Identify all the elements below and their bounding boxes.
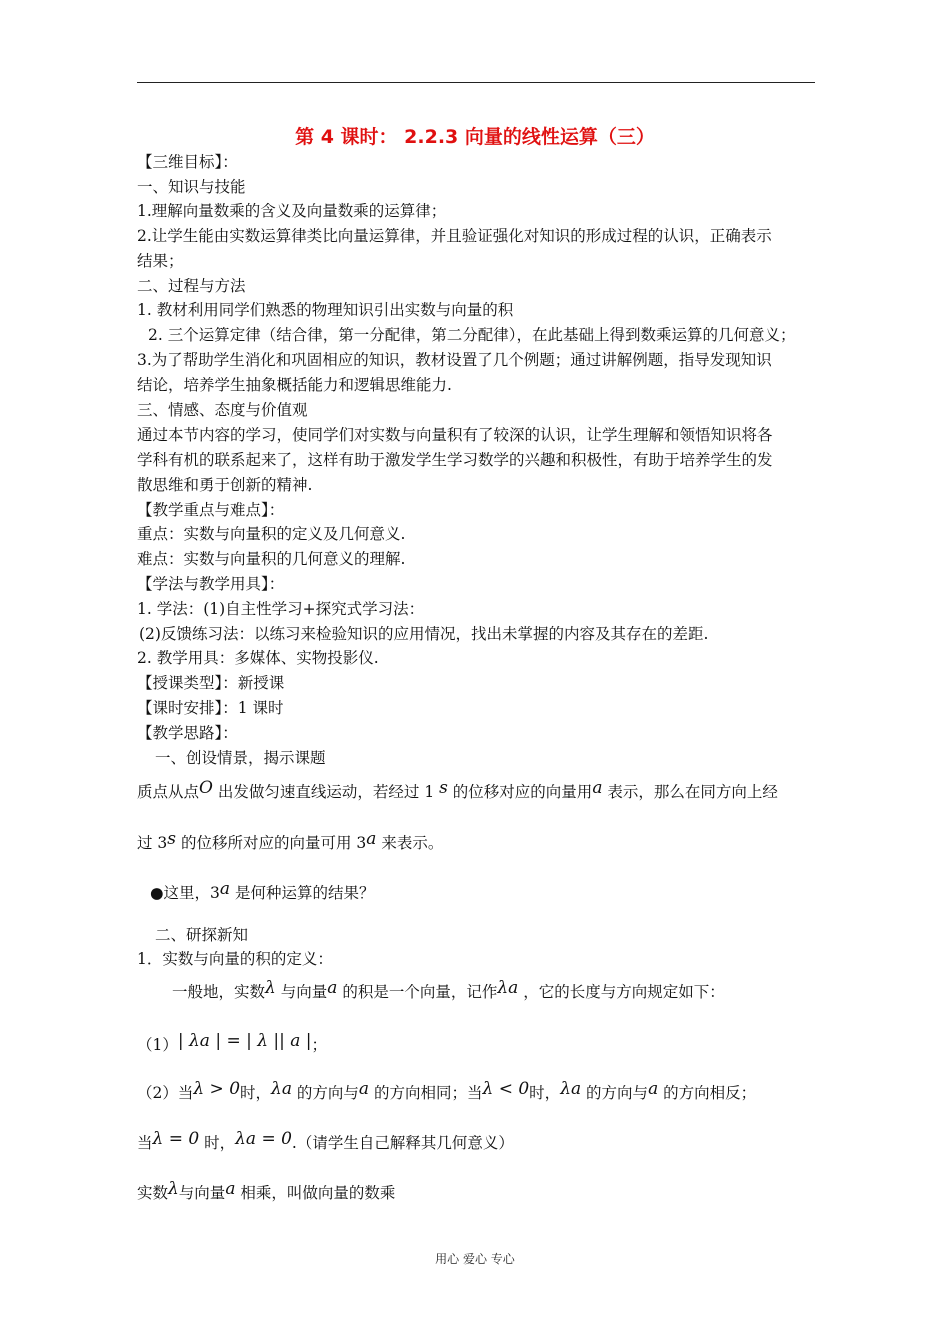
definition-text	[172, 978, 725, 1002]
text-span: 的位移所对应的向量可用 3	[180, 834, 367, 852]
math-lambda-a: λa	[560, 1079, 582, 1099]
math-a: a	[366, 829, 377, 849]
math-lambda: λ	[168, 1179, 179, 1199]
math-s: s	[439, 778, 448, 798]
text-span: 来表示。	[381, 834, 444, 852]
text-span: 与向量	[280, 983, 328, 1001]
text-line: 结论，培养学生抽象概括能力和逻辑思维能力.	[137, 376, 452, 394]
question-bullet	[150, 879, 375, 903]
page-title: 第 4 课时： 2.2.3 向量的线性运算（三）	[295, 126, 655, 148]
text-span: ，它的长度与方向规定如下：	[523, 983, 725, 1001]
math-point-o: O	[199, 778, 213, 798]
paragraph-particle	[137, 778, 778, 802]
math-a: a	[592, 778, 603, 798]
text-span: （2）当	[137, 1084, 194, 1102]
text-span: 表示，那么在同方向上经	[607, 783, 778, 801]
text-line: 1. 学法：(1)自主性学习+探究式学习法：	[137, 600, 425, 618]
text-line: 2. 三个运算定律（结合律，第一分配律，第二分配律），在此基础上得到数乘运算的几何意义；	[148, 326, 796, 344]
text-line: 1.理解向量数乘的含义及向量数乘的运算律；	[137, 202, 447, 220]
header-rule	[137, 82, 815, 83]
math-lambda-lt-0: λ < 0	[482, 1079, 530, 1099]
text-line: 1. 教材利用同学们熟悉的物理知识引出实数与向量的积	[137, 301, 514, 319]
text-span: ●这里，3	[150, 884, 220, 902]
definition-heading: 1．实数与向量的积的定义：	[137, 950, 333, 968]
text-span: 时，	[204, 1134, 236, 1152]
math-s: s	[167, 829, 177, 849]
subheading-scenario: 一、创设情景，揭示课题	[155, 749, 326, 767]
text-span: 实数	[137, 1184, 169, 1202]
text-line: (2)反馈练习法：以练习来检验知识的应用情况，找出未掌握的内容及其存在的差距.	[139, 625, 709, 643]
heading-methods: 【学法与教学用具】：	[137, 575, 285, 593]
page-footer: 用心 爱心 专心	[435, 1252, 515, 1266]
heading-schedule: 【课时安排】：1 课时	[137, 699, 284, 717]
text-span: 是何种运算的结果？	[234, 884, 375, 902]
subheading-process: 二、过程与方法	[137, 277, 246, 295]
paragraph-particle-cont	[137, 829, 444, 853]
math-lambda-a-eq-0: λa = 0	[235, 1129, 292, 1149]
subheading-new-knowledge: 二、研探新知	[155, 926, 249, 944]
text-span: 一般地，实数	[172, 983, 266, 1001]
text-line: 难点：实数与向量积的几何意义的理解.	[137, 550, 406, 568]
text-span: 时，	[529, 1084, 561, 1102]
scalar-multiplication-note	[137, 1179, 396, 1203]
definition-item-zero	[137, 1129, 514, 1153]
math-a: a	[219, 879, 231, 899]
math-a: a	[648, 1079, 659, 1099]
text-span: 的方向与	[296, 1084, 359, 1102]
text-span: 的方向相同；当	[374, 1084, 483, 1102]
text-span: 质点从点	[137, 783, 200, 801]
text-line: 结果；	[137, 252, 184, 270]
subheading-values: 三、情感、态度与价值观	[137, 401, 308, 419]
text-span: 与向量	[178, 1184, 226, 1202]
heading-objectives: 【三维目标】：	[137, 153, 238, 171]
text-span: 出发做匀速直线运动，若经过 1	[217, 783, 435, 801]
text-span: 过 3	[137, 834, 168, 852]
math-lambda-gt-0: λ > 0	[193, 1079, 241, 1099]
math-abs-expression: | λa | = | λ || a |	[177, 1031, 312, 1051]
text-span: 的位移对应的向量用	[452, 783, 593, 801]
text-line: 学科有机的联系起来了，这样有助于激发学生学习数学的兴趣和积极性，有助于培养学生的发	[137, 451, 773, 469]
text-line: 2.让学生能由实数运算律类比向量运算律，并且验证强化对知识的形成过程的认识，正确表示	[137, 227, 772, 245]
text-span: 的积是一个向量，记作	[342, 983, 498, 1001]
text-span: .（请学生自己解释其几何意义）	[291, 1134, 514, 1152]
text-span: 时，	[240, 1084, 272, 1102]
text-line: 3.为了帮助学生消化和巩固相应的知识，教材设置了几个例题；通过讲解例题，指导发现知识	[137, 351, 772, 369]
math-lambda-a: λa	[271, 1079, 292, 1099]
math-lambda-eq-0: λ = 0	[152, 1129, 200, 1149]
definition-item-1	[137, 1031, 328, 1055]
math-a: a	[225, 1179, 236, 1199]
subheading-knowledge: 一、知识与技能	[137, 178, 246, 196]
text-line: 通过本节内容的学习，使同学们对实数与向量积有了较深的认识，让学生理解和领悟知识将各	[137, 426, 773, 444]
text-line: 重点：实数与向量积的定义及几何意义.	[137, 525, 406, 543]
heading-teaching-ideas: 【教学思路】：	[137, 724, 238, 742]
text-line: 2. 教学用具：多媒体、实物投影仪.	[137, 649, 379, 667]
text-span: （1）	[137, 1036, 178, 1054]
text-line: 散思维和勇于创新的精神.	[137, 476, 313, 494]
text-span: 当	[137, 1134, 153, 1152]
heading-lesson-type: 【授课类型】：新授课	[137, 674, 285, 692]
text-span: ；	[311, 1036, 328, 1054]
math-a: a	[358, 1079, 370, 1099]
math-lambda-a: λa	[497, 978, 519, 998]
text-span: 相乘，叫做向量的数乘	[240, 1184, 396, 1202]
heading-key-points: 【教学重点与难点】：	[137, 501, 285, 519]
text-span: 的方向相反；	[663, 1084, 757, 1102]
math-a: a	[327, 978, 338, 998]
math-lambda: λ	[265, 978, 276, 998]
definition-item-2	[137, 1079, 757, 1103]
text-span: 的方向与	[586, 1084, 649, 1102]
